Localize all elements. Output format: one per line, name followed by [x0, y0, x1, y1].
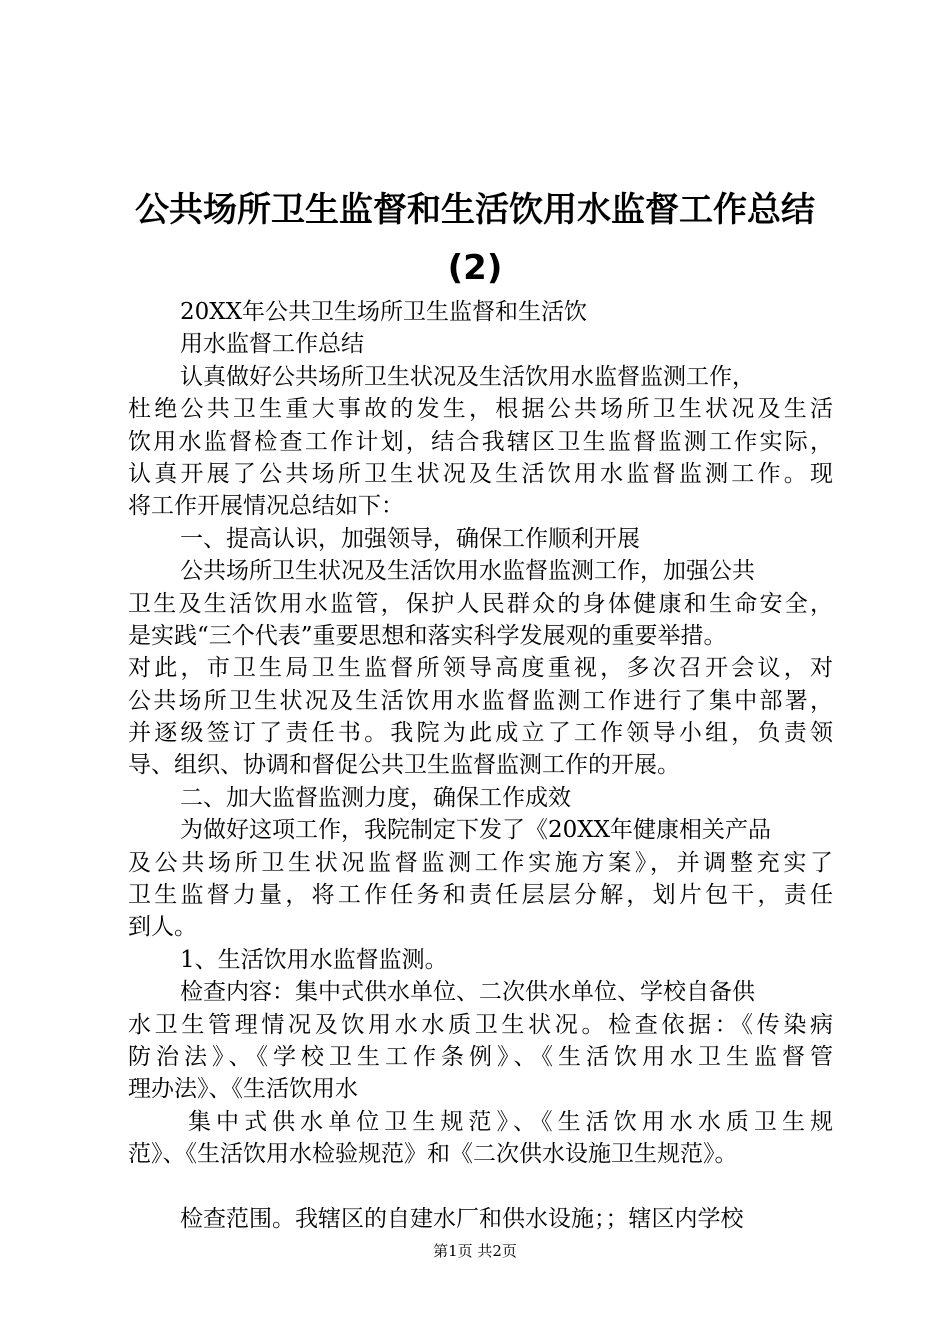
subsection-heading: 1、生活饮用水监督监测。	[180, 946, 448, 973]
paragraph-line: 卫生监督力量，将工作任务和责任层层分解，划片包干，责任	[128, 882, 833, 909]
paragraph-line: 将工作开展情况总结如下：	[128, 493, 404, 520]
blank-line	[128, 1171, 833, 1203]
paragraph-line: 对此，市卫生局卫生监督所领导高度重视，多次召开会议，对	[128, 655, 833, 682]
paragraph-line: 是实践“三个代表”重要思想和落实科学发展观的重要举措。	[128, 622, 727, 649]
page-footer: 第1页 共2页	[433, 1242, 517, 1260]
paragraph-line: 公共场所卫生状况及生活饮用水监督监测工作，加强公共	[180, 558, 755, 585]
paragraph-line: 理办法》、《生活饮用水	[128, 1076, 358, 1103]
paragraph-line: 公共场所卫生状况及生活饮用水监督监测工作进行了集中部署，	[128, 687, 833, 714]
paragraph-line: 到人。	[128, 914, 197, 941]
paragraph-line: 防治法》、《学校卫生工作条例》、《生活饮用水卫生监督管	[128, 1043, 833, 1070]
subtitle-line: 用水监督工作总结	[180, 331, 364, 358]
paragraph-line: 并逐级签订了责任书。我院为此成立了工作领导小组，负责领	[128, 720, 833, 747]
paragraph-line: 检查内容：集中式供水单位、二次供水单位、学校自备供	[180, 979, 755, 1006]
paragraph-line: 集中式供水单位卫生规范》、《生活饮用水水质卫生规	[188, 1108, 833, 1135]
paragraph-line: 水卫生管理情况及饮用水水质卫生状况。检查依据：《传染病	[128, 1011, 833, 1038]
paragraph-line: 为做好这项工作，我院制定下发了《20XX年健康相关产品	[180, 817, 772, 844]
paragraph-line: 杜绝公共卫生重大事故的发生，根据公共场所卫生状况及生活	[128, 396, 833, 423]
paragraph-line: 卫生及生活饮用水监管，保护人民群众的身体健康和生命安全，	[128, 590, 833, 617]
paragraph-line: 饮用水监督检查工作计划，结合我辖区卫生监督监测工作实际，	[128, 428, 833, 455]
paragraph-line: 检查范围。我辖区的自建水厂和供水设施；；辖区内学校	[180, 1205, 744, 1232]
section-heading: 二、加大监督监测力度，确保工作成效	[180, 784, 571, 811]
subtitle-line: 20XX年公共卫生场所卫生监督和生活饮	[180, 299, 588, 325]
paragraph-line: 范》、《生活饮用水检验规范》和《二次供水设施卫生规范》。	[128, 1141, 738, 1168]
section-heading: 一、提高认识，加强领导，确保工作顺利开展	[180, 525, 640, 552]
document-body	[128, 296, 833, 1235]
document-title-suffix: (2)	[447, 248, 503, 288]
paragraph-line: 认真做好公共场所卫生状况及生活饮用水监督监测工作，	[180, 363, 755, 390]
document-title: 公共场所卫生监督和生活饮用水监督工作总结	[135, 190, 815, 230]
paragraph-line: 认真开展了公共场所卫生状况及生活饮用水监督监测工作。现	[128, 460, 833, 487]
paragraph-line: 导、组织、协调和督促公共卫生监督监测工作的开展。	[128, 752, 680, 779]
paragraph-line: 及公共场所卫生状况监督监测工作实施方案》，并调整充实了	[128, 849, 833, 876]
